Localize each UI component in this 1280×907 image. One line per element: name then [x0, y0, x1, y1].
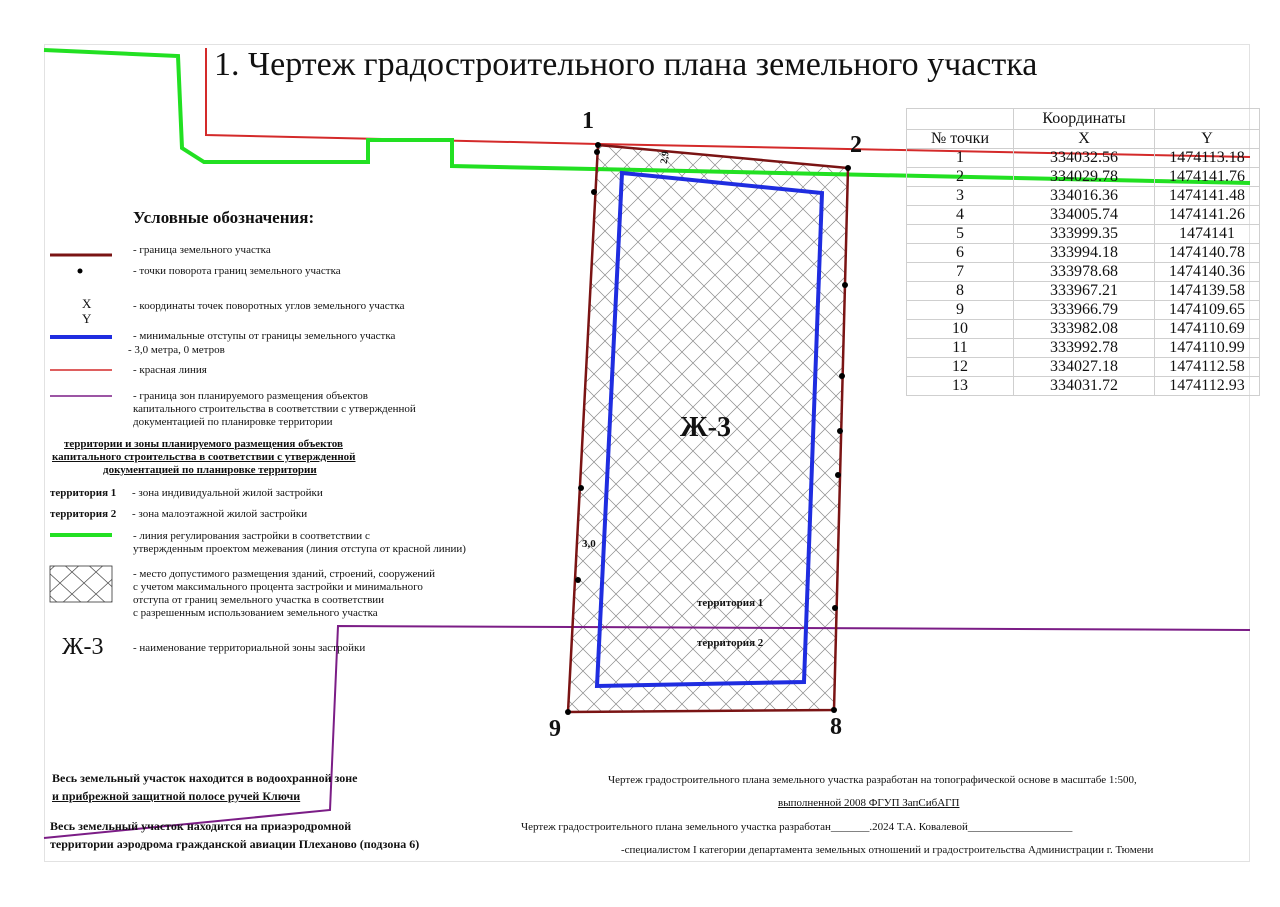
legend-red-line-text: - красная линия	[133, 364, 207, 376]
legend-zone-symbol: Ж-3	[62, 634, 104, 660]
legend-green-text-1: - линия регулирования застройки в соответствии с	[133, 530, 370, 542]
legend-green-text-2: утвержденным проектом межевания (линия отступа от красной линии)	[133, 543, 466, 555]
territories-heading-1: территории и зоны планируемого размещения объектов	[64, 438, 343, 450]
territory-2-legend-label: территория 2	[50, 508, 117, 520]
table-row: 8 333967.21 1474139.58	[907, 282, 1260, 301]
legend-coords-text: - координаты точек поворотных углов земельного участка	[133, 300, 405, 312]
territory-1-legend-label: территория 1	[50, 487, 117, 499]
table-row: 6 333994.18 1474140.78	[907, 244, 1260, 263]
legend-hatch-text-1: - место допустимого размещения зданий, строений, сооружений	[133, 568, 436, 580]
header-y: Y	[1155, 130, 1260, 149]
legend-zones-text-1: - граница зон планируемого размещения объектов	[133, 390, 368, 402]
legend-setback-text-1: - минимальные отступы от границы земельного участка	[133, 330, 396, 342]
legend-parcel-text: - граница земельного участка	[133, 244, 271, 256]
legend-point-symbol	[78, 269, 83, 274]
dimension-left: 3,0	[582, 538, 596, 550]
legend-hatch-text-2: с учетом максимального процента застройки и минимального	[133, 581, 423, 593]
territory-2-label: территория 2	[697, 637, 764, 649]
point-label-2: 2	[850, 132, 862, 158]
dimension-top: 2,9	[658, 150, 672, 165]
author-note-2: -специалистом I категории департамента земельных отношений и градостроительства Администрации г. Тюмени	[621, 844, 1154, 856]
table-header-row	[907, 130, 1260, 149]
table-row: 10 333982.08 1474110.69	[907, 320, 1260, 339]
water-zone-note-2: и прибрежной защитной полосе ручей Ключи	[52, 789, 301, 803]
table-row: 13 334031.72 1474112.93	[907, 377, 1260, 396]
point-label-1: 1	[582, 108, 594, 134]
legend-points-text: - точки поворота границ земельного участка	[133, 265, 341, 277]
basis-note-1: Чертеж градостроительного плана земельного участка разработан на топографической основе в масштабе 1:500,	[608, 774, 1137, 786]
legend-setback-text-2: - 3,0 метра, 0 метров	[128, 344, 225, 356]
author-note-1: Чертеж градостроительного плана земельного участка разработан_______.2024 Т.А. Ковалевой___________________	[521, 821, 1073, 833]
table-row: 1 334032.56 1474113.18	[907, 149, 1260, 168]
legend-hatch-symbol	[50, 566, 112, 602]
airport-note-1: Весь земельный участок находится на приаэродромной	[50, 819, 352, 833]
header-point: № точки	[907, 130, 1014, 149]
table-row: 11 333992.78 1474110.99	[907, 339, 1260, 358]
legend-title: Условные обозначения:	[133, 208, 315, 227]
table-row: 4 334005.74 1474141.26	[907, 206, 1260, 225]
coordinates-table	[906, 108, 1260, 396]
water-zone-note-1: Весь земельный участок находится в водоохранной зоне	[52, 771, 358, 785]
basis-note-2: выполненной 2008 ФГУП ЗапСибАГП	[778, 797, 960, 809]
table-row: 9 333966.79 1474109.65	[907, 301, 1260, 320]
legend-zones-text-2: капитального строительства в соответствии с утвержденной	[133, 403, 416, 415]
point-label-9: 9	[549, 716, 561, 742]
territories-heading-2: капитального строительства в соответствии с утвержденной	[52, 451, 356, 463]
territory-1-label: территория 1	[697, 597, 764, 609]
territories-heading-3: документацией по планировке территории	[103, 464, 317, 476]
legend-zones-text-3: документацией по планировке территории	[133, 416, 333, 428]
table-row: 2 334029.78 1474141.76	[907, 168, 1260, 187]
territory-2-legend-desc: - зона малоэтажной жилой застройки	[132, 508, 308, 520]
page-title: 1. Чертеж градостроительного плана земельного участка	[214, 46, 1038, 83]
table-header-group	[907, 109, 1260, 130]
table-row: 3 334016.36 1474141.48	[907, 187, 1260, 206]
table-row: 12 334027.18 1474112.58	[907, 358, 1260, 377]
territory-1-legend-desc: - зона индивидуальной жилой застройки	[132, 487, 323, 499]
legend-xy-symbol: X Y	[82, 296, 92, 326]
legend-zone-text: - наименование территориальной зоны застройки	[133, 642, 366, 654]
legend-hatch-text-3: отступа от границ земельного участка в соответствии	[133, 594, 385, 606]
header-x: X	[1014, 130, 1155, 149]
point-label-8: 8	[830, 714, 842, 740]
legend-hatch-text-4: с разрешенным использованием земельного участка	[133, 607, 378, 619]
table-row: 5 333999.35 1474141	[907, 225, 1260, 244]
table-row: 7 333978.68 1474140.36	[907, 263, 1260, 282]
airport-note-2: территории аэродрома гражданской авиации Плеханово (подзона 6)	[50, 837, 420, 851]
zone-label: Ж-3	[680, 412, 732, 443]
header-coordinates: Координаты	[1014, 109, 1155, 130]
